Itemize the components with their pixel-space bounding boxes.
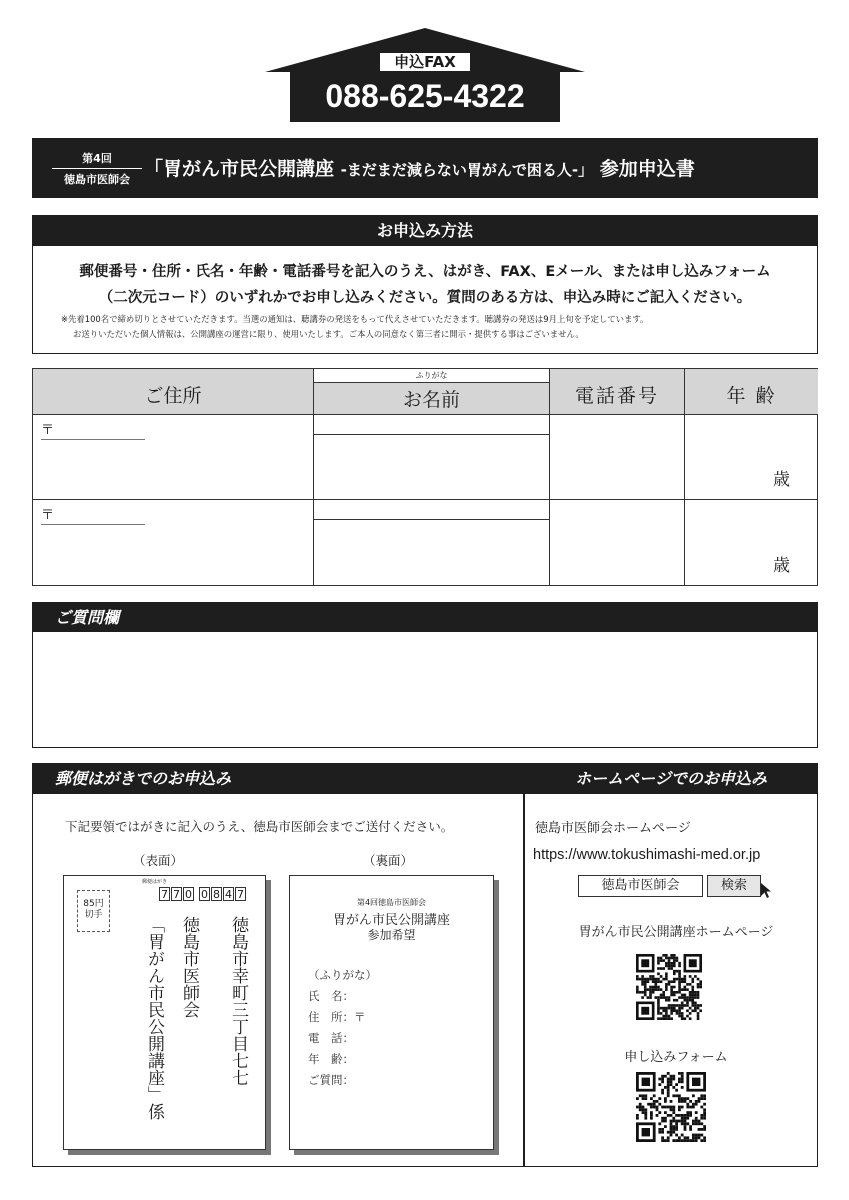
method-instruction-line2: （二次元コード）のいずれかでお申し込みください。質問のある方は、申込み時にご記入ください。 <box>98 290 752 306</box>
back-field: 年 齢： <box>308 1052 354 1066</box>
method-note-privacy: お送りいただいた個人情報は、公開講座の運営に限り、使用いたします。ご本人の同意なく第三者に開示・提供する事はございません。 <box>73 329 584 339</box>
table-divider <box>313 369 314 585</box>
age-unit: 歳 <box>773 556 790 576</box>
back-org: 第4回徳島市医師会 <box>356 898 427 907</box>
site-name: 徳島市医師会ホームページ <box>535 821 691 836</box>
title-subtitle: -まだまだ減らない胃がんで困る人-」 <box>340 161 594 179</box>
postal-mark: 〒 <box>41 423 55 438</box>
table-divider <box>684 369 685 585</box>
postal-digit: 8 <box>213 888 220 901</box>
title-bar <box>32 138 818 198</box>
furigana-divider <box>314 382 549 383</box>
postcard-back <box>289 875 494 1150</box>
back-title: 胃がん市民公開講座 <box>332 913 450 928</box>
fax-label: 申込FAX <box>378 51 472 73</box>
back-field: ご質問： <box>308 1073 354 1087</box>
bottom-section <box>32 763 818 1167</box>
application-method-section <box>32 215 818 354</box>
method-note-capacity: ※先着100名で締め切りとさせていただきます。当選の通知は、聴講券の発送をもって代えさせていただきます。聴講券の発送は9月上旬を予定しています。 <box>61 314 649 324</box>
stamp-label: 切手 <box>84 910 103 920</box>
back-subtitle: 参加希望 <box>367 928 416 942</box>
postal-digit: 7 <box>161 888 168 901</box>
postcard-heading: 郵便はがきでのお申込み <box>33 764 523 794</box>
homepage-heading: ホームページでのお申込み <box>525 764 817 794</box>
postcard-instruction: 下記要領ではがきに記入のうえ、徳島市医師会までご送付ください。 <box>65 819 454 834</box>
postcard-attention: 「胃がん市民公開講座」係 <box>144 916 164 1120</box>
title-main: 「胃がん市民公開講座 <box>144 158 335 180</box>
address-header: ご住所 <box>144 385 202 407</box>
phone-header: 電話番号 <box>574 385 659 407</box>
registration-table <box>32 368 818 586</box>
postal-code-underline <box>41 439 145 440</box>
table-row-divider <box>33 499 818 500</box>
postal-digit: 7 <box>173 888 180 901</box>
title-organizer: 徳島市医師会 <box>64 173 130 186</box>
postal-digit: 4 <box>225 888 232 901</box>
page-title <box>144 154 695 181</box>
method-heading: お申込み方法 <box>33 216 817 246</box>
site-url[interactable]: https://www.tokushimashi-med.or.jp <box>533 847 761 863</box>
search-button[interactable]: 検索 <box>707 875 761 897</box>
postcard-front <box>63 875 266 1150</box>
question-heading: ご質問欄 <box>33 603 817 632</box>
form-label: 申し込みフォーム <box>624 1050 728 1065</box>
stamp-price: 85円 <box>83 899 104 909</box>
section-divider <box>523 764 525 1166</box>
postal-code-underline <box>41 524 145 525</box>
postal-digit: 7 <box>237 888 244 901</box>
search-input[interactable]: 徳島市医師会 <box>578 875 703 897</box>
furigana-row-divider <box>314 519 549 520</box>
table-divider <box>549 369 550 585</box>
fax-number: 088-625-4322 <box>325 78 525 114</box>
back-field: 電 話： <box>308 1031 354 1045</box>
qr-code-icon[interactable] <box>636 954 702 1020</box>
postal-code-boxes <box>159 887 246 901</box>
back-field: （ふりがな） <box>308 968 377 982</box>
question-section <box>32 602 818 748</box>
back-label: （裏面） <box>363 853 414 868</box>
cursor-icon <box>760 882 776 900</box>
postal-caption: 郵便はがき <box>142 879 168 885</box>
postcard-address: 徳島市幸町三丁目七七 <box>228 916 248 1086</box>
stamp-box <box>77 890 110 932</box>
back-field: 住 所：〒 <box>308 1010 366 1024</box>
method-instruction-line1: 郵便番号・住所・氏名・年齢・電話番号を記入のうえ、はがき、FAX、Eメール、または申し込みフォーム <box>79 264 771 280</box>
front-label: （表面） <box>133 853 184 868</box>
title-suffix: 参加申込書 <box>599 158 695 180</box>
title-edition: 第4回 <box>52 150 142 169</box>
postcard-recipient: 徳島市医師会 <box>179 916 199 1018</box>
name-header: お名前 <box>402 389 460 411</box>
age-header: 年 齢 <box>726 385 777 407</box>
back-fields <box>308 965 377 1091</box>
lecture-page-label: 胃がん市民公開講座ホームページ <box>578 925 774 940</box>
back-field: 氏 名： <box>308 989 354 1003</box>
table-header-divider <box>33 414 818 415</box>
age-unit: 歳 <box>773 470 790 490</box>
postal-digit: 0 <box>201 888 208 901</box>
postal-mark: 〒 <box>41 508 55 523</box>
furigana-row-divider <box>314 434 549 435</box>
postal-digit: 0 <box>185 888 192 901</box>
qr-code-icon[interactable] <box>636 1072 706 1142</box>
furigana-header: ふりがな <box>415 371 448 380</box>
